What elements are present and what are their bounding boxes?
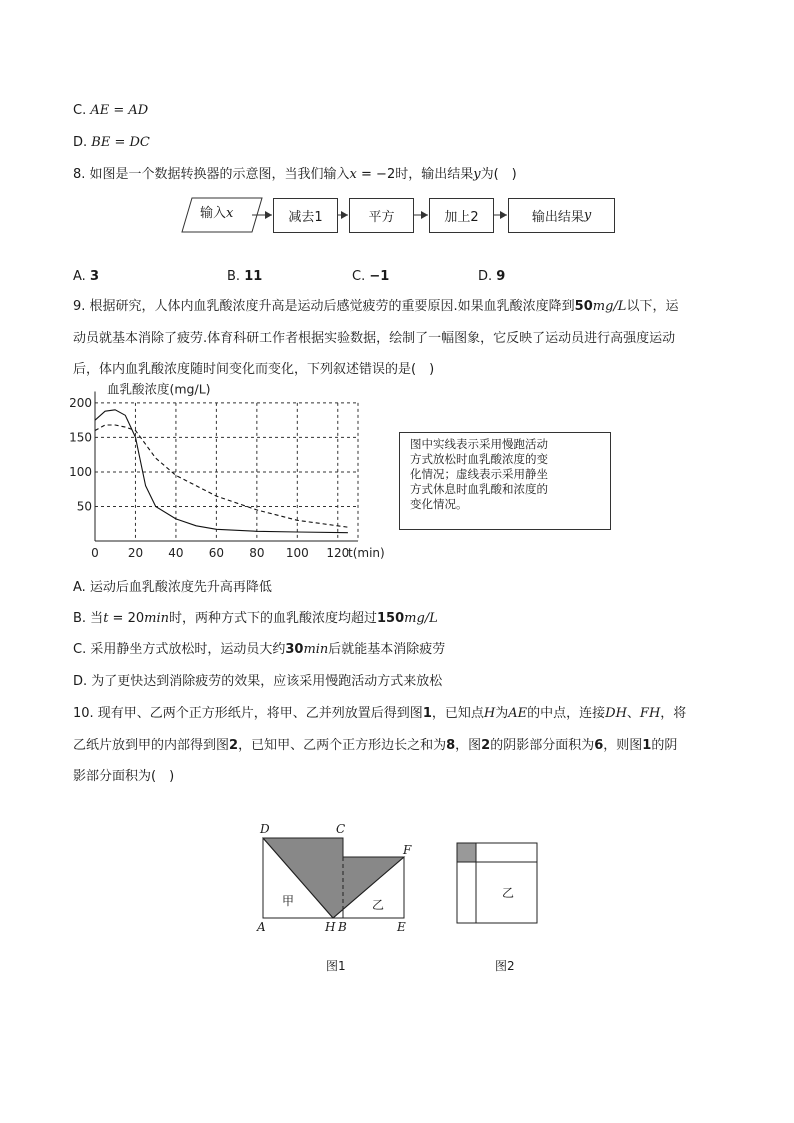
option-label: B. bbox=[227, 269, 245, 284]
flow-step-label: 减去1 bbox=[288, 210, 323, 225]
var-x: x bbox=[349, 167, 357, 182]
y-tick-label: 200 bbox=[69, 395, 92, 410]
stem-text: 的中点，连接 bbox=[527, 706, 606, 721]
note-line: 方式休息时血乳酸和浓度的 bbox=[410, 482, 548, 496]
stem-text: 乙纸片放到甲的内部得到图 bbox=[73, 738, 230, 753]
flow-step-label: 平方 bbox=[368, 210, 395, 225]
x-tick-label: 40 bbox=[168, 546, 184, 560]
stem-eq: = −2 bbox=[356, 167, 396, 182]
x-axis-label: t(min) bbox=[348, 546, 385, 560]
stem-number: 2 bbox=[481, 738, 491, 753]
stem-text: 以下，运 bbox=[626, 299, 679, 314]
note-line: 图中实线表示采用慢跑活动 bbox=[410, 437, 548, 451]
point-h: H bbox=[483, 706, 496, 721]
flow-input-label: 输入 bbox=[200, 206, 227, 221]
stem-text: 、 bbox=[626, 706, 640, 721]
q9-option-a: A. 运动后血乳酸浓度先升高再降低 bbox=[73, 580, 272, 595]
flow-output-var: y bbox=[583, 208, 592, 223]
option-text: B. 当 bbox=[73, 611, 104, 626]
option-eq: = 20 bbox=[108, 611, 145, 626]
option-text: C. 采用静坐方式放松时，运动员大约 bbox=[73, 642, 286, 657]
stem-text: ，则图 bbox=[603, 738, 643, 753]
stem-text: 为( ) bbox=[480, 167, 517, 182]
stem-number: 6 bbox=[594, 738, 604, 753]
stem-text: ，已知甲、乙两个正方形边长之和为 bbox=[238, 738, 447, 753]
option-unit: mg/L bbox=[404, 611, 438, 626]
var-t: t bbox=[103, 611, 109, 626]
option-text: 后就能基本消除疲劳 bbox=[328, 642, 446, 657]
x-tick-label: 60 bbox=[208, 546, 225, 560]
label-yi-fig2: 乙 bbox=[502, 886, 515, 900]
note-line: 化情况；虚线表示采用静坐 bbox=[410, 467, 548, 481]
q9-stem-line3: 后，体内血乳酸浓度随时间变化而变化，下列叙述错误的是( ) bbox=[73, 362, 435, 377]
stem-unit: mg/L bbox=[592, 299, 627, 314]
option-value: 11 bbox=[244, 269, 263, 284]
stem-text: ，已知点 bbox=[431, 706, 484, 721]
option-text: 时，两种方式下的血乳酸浓度均超过 bbox=[168, 611, 377, 626]
segment-fh: FH bbox=[639, 706, 661, 721]
option-expression: BE = DC bbox=[91, 135, 150, 150]
option-number: 150 bbox=[377, 611, 405, 626]
option-label: C. bbox=[73, 103, 91, 118]
option-value: 9 bbox=[496, 269, 506, 284]
x-tick-label: 20 bbox=[127, 546, 144, 560]
stem-number: 8 bbox=[446, 738, 456, 753]
stem-text: 10. 现有甲、乙两个正方形纸片，将甲、乙并列放置后得到图 bbox=[73, 706, 423, 721]
unit-min: min bbox=[303, 642, 329, 657]
x-tick-label: 0 bbox=[91, 546, 99, 560]
caption-fig1: 图1 bbox=[326, 959, 346, 973]
stem-text: 时，输出结果 bbox=[395, 167, 474, 182]
label-jia: 甲 bbox=[282, 894, 295, 908]
segment-dh: DH bbox=[605, 706, 627, 721]
segment-ae: AE bbox=[508, 706, 528, 721]
label-b: B bbox=[338, 920, 347, 934]
stem-text: 8. 如图是一个数据转换器的示意图，当我们输入 bbox=[73, 167, 350, 182]
q9-stem-line2: 动员就基本消除了疲劳.体育科研工作者根据实验数据，绘制了一幅图象，它反映了运动员进行高强度运动 bbox=[73, 331, 676, 346]
x-tick-label: 120 bbox=[326, 546, 350, 560]
stem-text: ，将 bbox=[660, 706, 687, 721]
unit-min: min bbox=[144, 611, 169, 626]
x-tick-label: 100 bbox=[285, 546, 309, 560]
label-d: D bbox=[260, 822, 270, 836]
label-yi: 乙 bbox=[372, 898, 385, 912]
note-line: 方式放松时血乳酸浓度的变 bbox=[410, 452, 548, 466]
y-tick-label: 50 bbox=[76, 499, 92, 514]
note-line: 变化情况。 bbox=[410, 497, 468, 511]
stem-text: 9. 根据研究，人体内血乳酸浓度升高是运动后感觉疲劳的重要原因.如果血乳酸浓度降到 bbox=[73, 299, 575, 314]
q9-option-d: D. 为了更快达到消除疲劳的效果，应该采用慢跑活动方式来放松 bbox=[73, 674, 443, 689]
label-e: E bbox=[397, 920, 406, 934]
option-value: 3 bbox=[89, 269, 99, 284]
option-value: −1 bbox=[369, 269, 390, 284]
label-c: C bbox=[336, 822, 346, 836]
option-label: D. bbox=[478, 269, 497, 284]
flow-step-label: 加上2 bbox=[444, 210, 479, 225]
flow-input-var: x bbox=[226, 206, 234, 221]
label-a: A bbox=[257, 920, 266, 934]
option-label: A. bbox=[73, 269, 90, 284]
option-expression: AE = AD bbox=[90, 103, 149, 118]
y-axis-label: 血乳酸浓度(mg/L) bbox=[107, 381, 211, 397]
stem-text: 的阴影部分面积为 bbox=[490, 738, 595, 753]
stem-number: 1 bbox=[422, 706, 432, 721]
y-tick-label: 100 bbox=[69, 464, 92, 479]
option-label: D. bbox=[73, 135, 92, 150]
y-tick-label: 150 bbox=[69, 430, 92, 445]
stem-number: 2 bbox=[229, 738, 239, 753]
flow-output-label: 输出结果 bbox=[531, 210, 584, 225]
stem-number: 1 bbox=[642, 738, 652, 753]
var-y: y bbox=[473, 167, 481, 182]
shaded-corner bbox=[457, 843, 476, 862]
stem-text: ，图 bbox=[455, 738, 482, 753]
option-label: C. bbox=[352, 269, 370, 284]
option-number: 30 bbox=[285, 642, 304, 657]
caption-fig2: 图2 bbox=[495, 959, 515, 973]
stem-text: 的阴 bbox=[651, 738, 678, 753]
stem-number: 50 bbox=[574, 299, 593, 314]
label-h: H bbox=[325, 920, 336, 934]
x-tick-label: 80 bbox=[249, 546, 265, 560]
label-f: F bbox=[403, 843, 412, 857]
stem-text: 为 bbox=[495, 706, 509, 721]
q10-stem-line3: 影部分面积为( ) bbox=[73, 769, 175, 784]
